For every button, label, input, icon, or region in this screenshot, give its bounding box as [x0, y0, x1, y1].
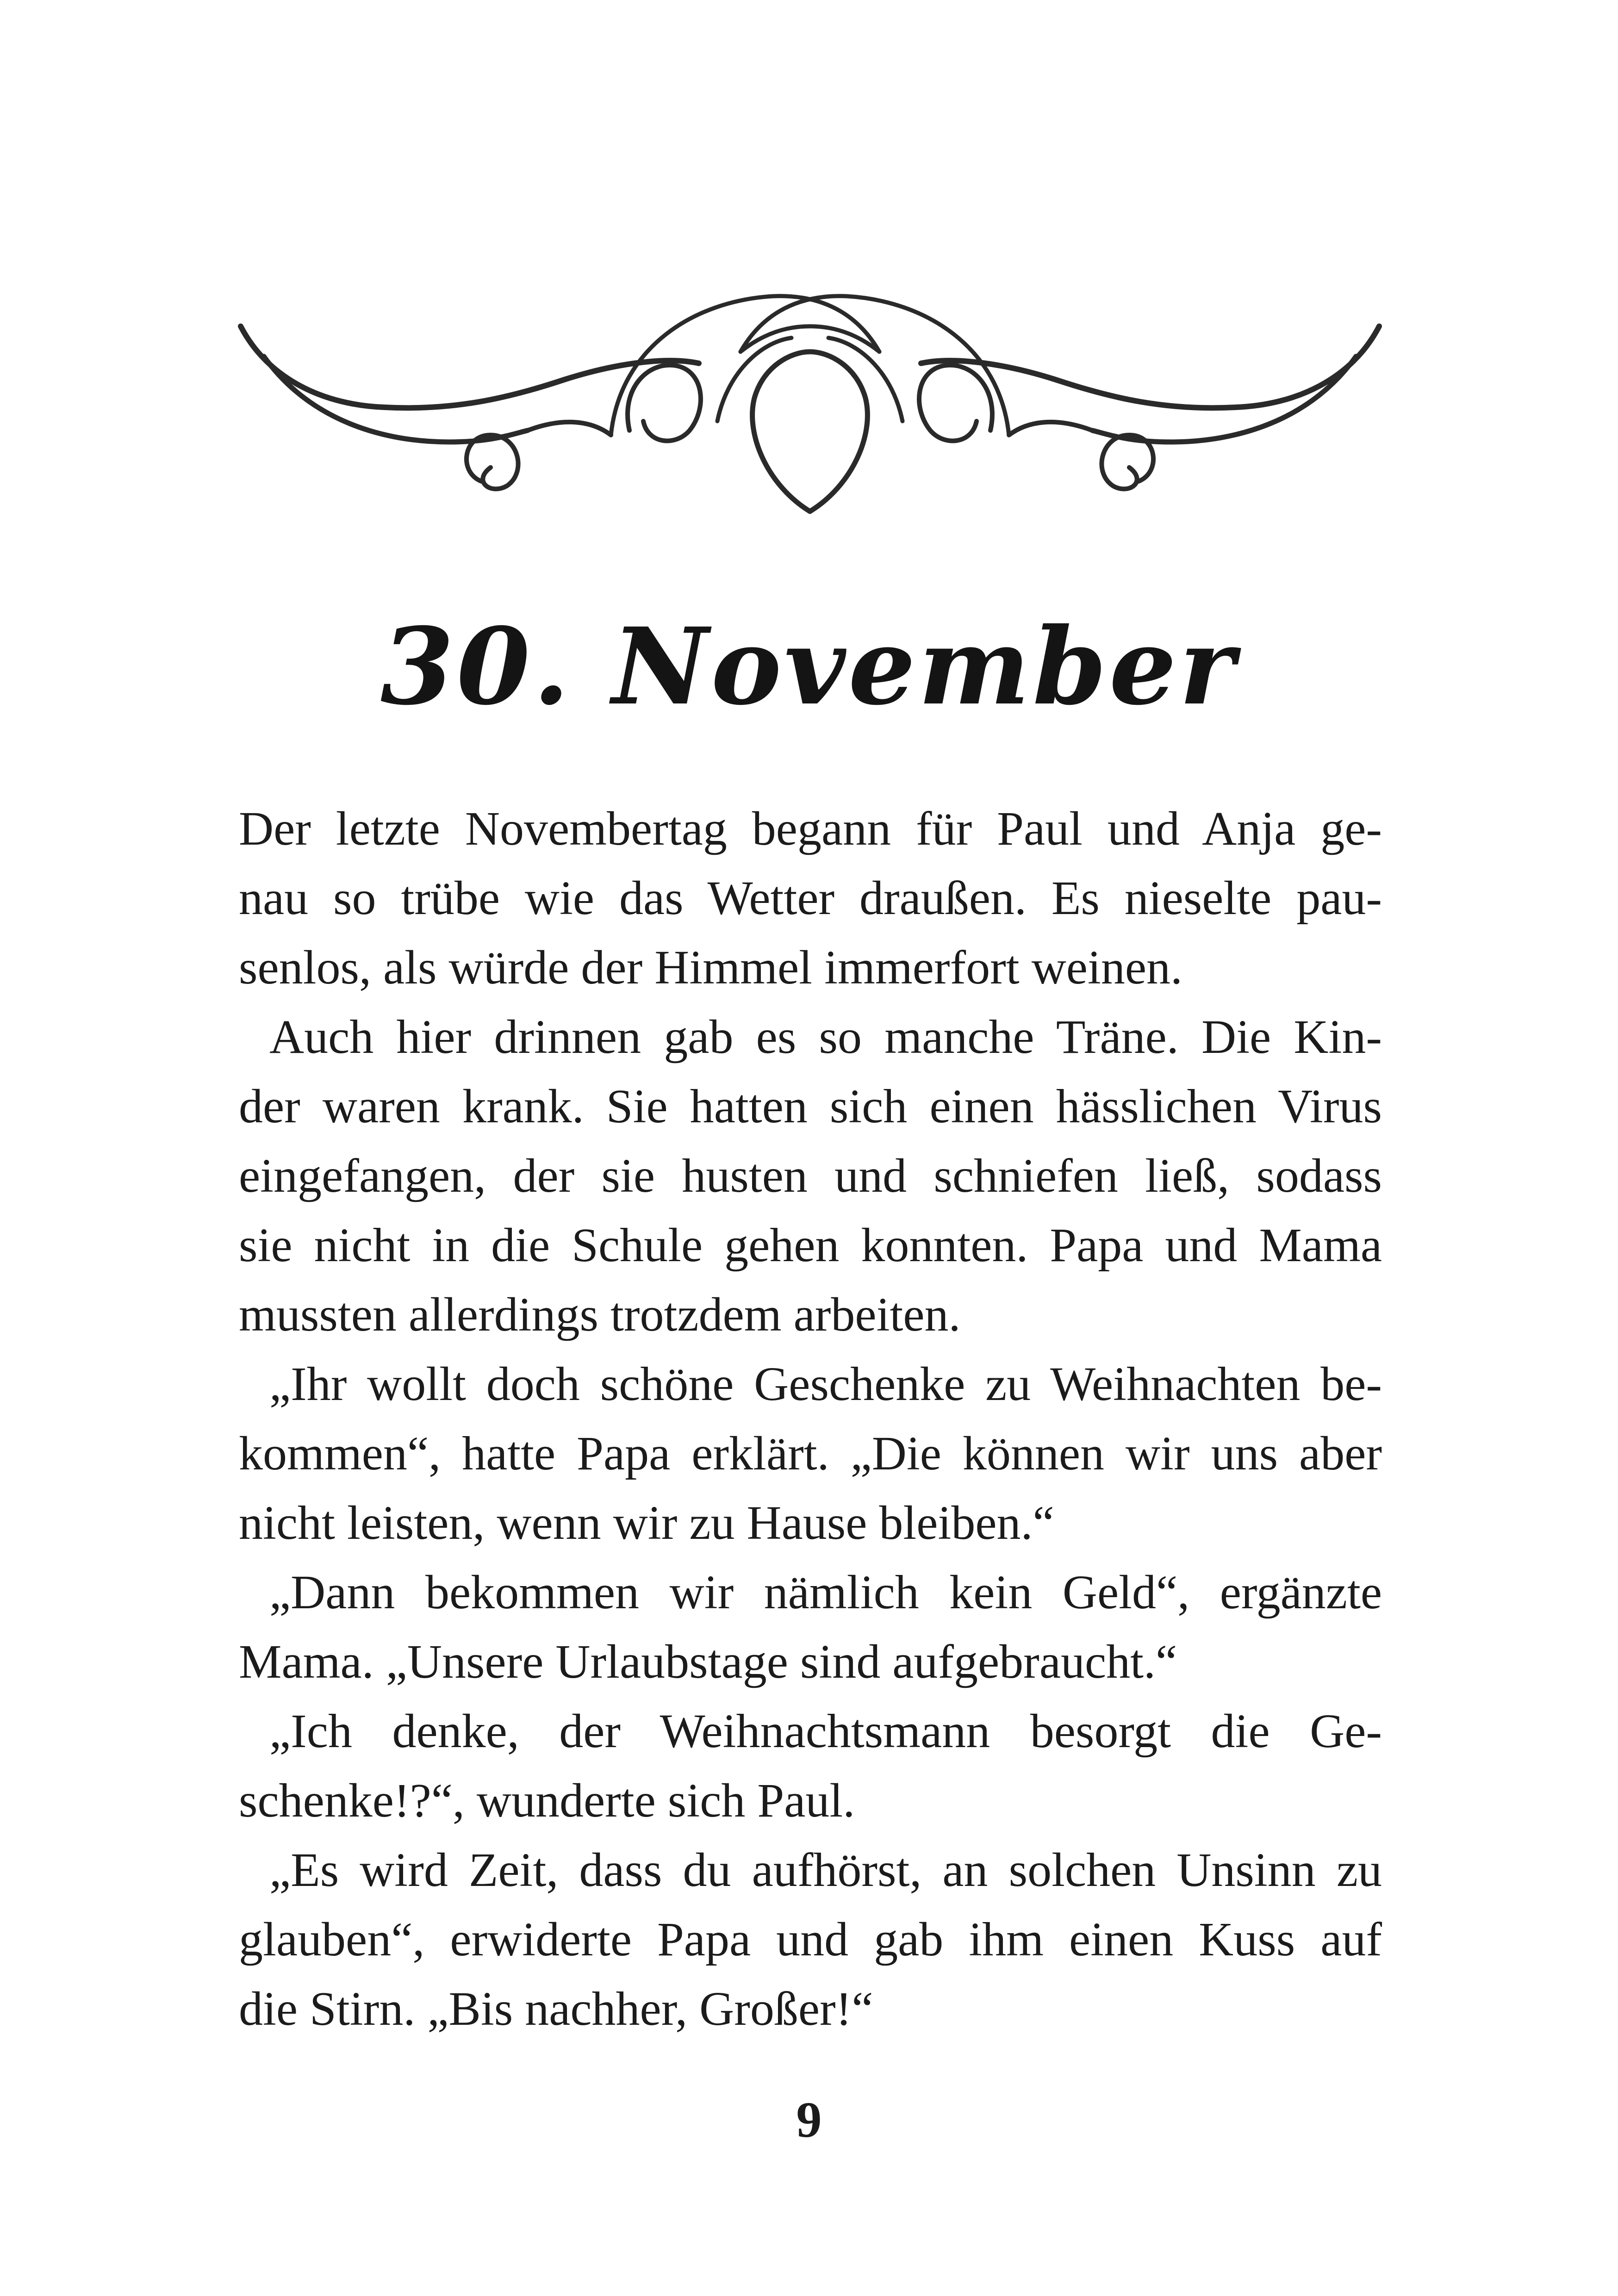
text-line: nicht leisten, wenn wir zu Hause bleiben.“ [239, 1496, 1054, 1549]
text-line: Mama. „Unsere Urlaubstage sind aufgebraucht.“ [239, 1635, 1177, 1688]
text-line: schenke!?“, wunderte sich Paul. [239, 1774, 855, 1827]
text-line: die Stirn. „Bis nachher, Großer!“ [239, 1982, 873, 2035]
page-number: 9 [796, 2091, 822, 2148]
text-line: glauben“, erwiderte Papa und gab ihm einen Kuss auf [239, 1913, 1382, 1966]
text-line: „Es wird Zeit, dass du aufhörst, an solchen Unsinn zu [269, 1843, 1382, 1897]
text-line: senlos, als würde der Himmel immerfort weinen. [239, 941, 1183, 994]
text-line: kommen“, hatte Papa erklärt. „Die können wir uns aber [239, 1427, 1382, 1480]
text-line: eingefangen, der sie husten und schniefen ließ, sodass [239, 1149, 1382, 1202]
text-line: Der letzte Novembertag begann für Paul und Anja ge- [239, 802, 1382, 855]
text-line: „Ich denke, der Weihnachtsmann besorgt die Ge- [269, 1705, 1382, 1758]
body-text [239, 794, 1382, 2044]
text-line: mussten allerdings trotzdem arbeiten. [239, 1288, 961, 1341]
text-line: nau so trübe wie das Wetter draußen. Es nieselte pau- [239, 871, 1382, 925]
chapter-title: 30. November [380, 604, 1238, 728]
flourish-ornament-icon [231, 282, 1388, 523]
text-line: sie nicht in die Schule gehen konnten. Papa und Mama [239, 1219, 1382, 1272]
text-line: „Dann bekommen wir nämlich kein Geld“, ergänzte [269, 1566, 1382, 1619]
text-line: „Ihr wollt doch schöne Geschenke zu Weihnachten be- [269, 1357, 1382, 1411]
text-line: der waren krank. Sie hatten sich einen hässlichen Virus [239, 1080, 1382, 1133]
text-line: Auch hier drinnen gab es so manche Träne. Die Kin- [269, 1010, 1382, 1064]
